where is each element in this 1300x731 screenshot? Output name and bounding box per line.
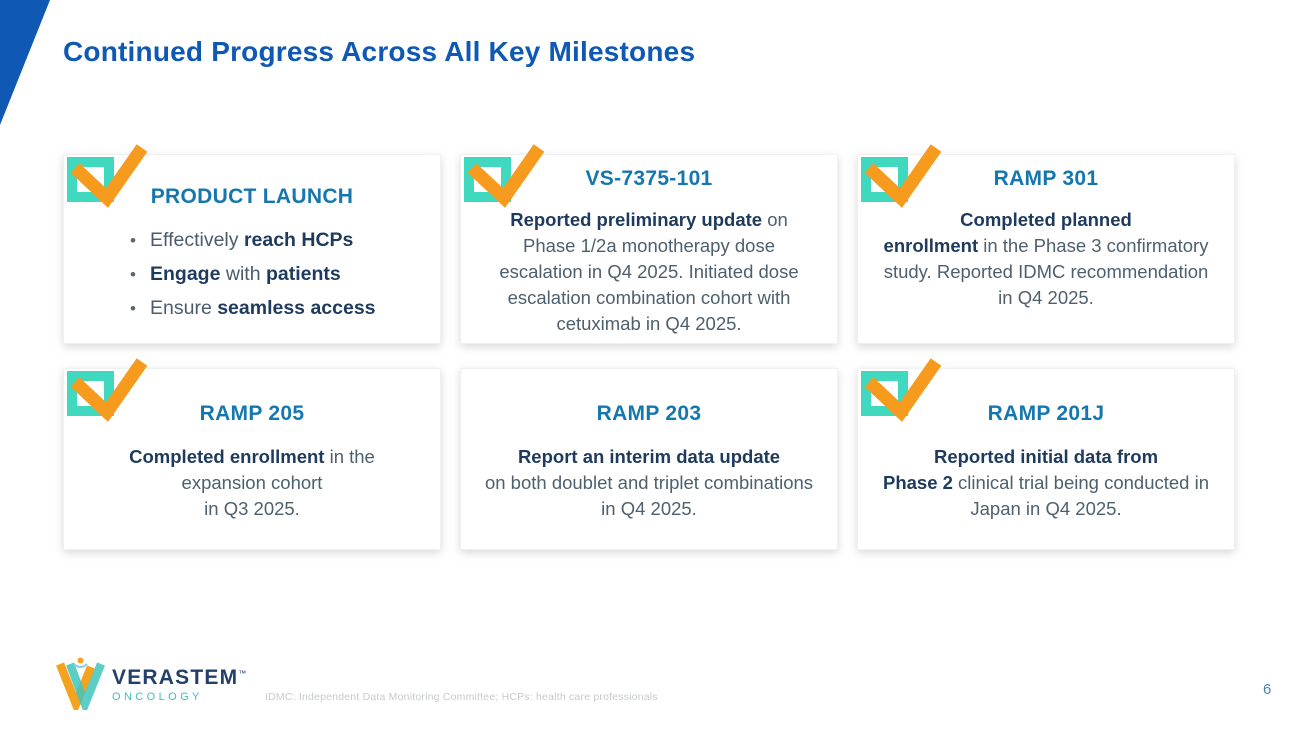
card-title: RAMP 301 [993, 167, 1099, 190]
footnote-abbreviations: IDMC: Independent Data Monitoring Committee; HCPs: health care professionals [265, 691, 658, 703]
orange-check-icon [864, 357, 942, 417]
card-body [461, 207, 837, 337]
milestone-card-ramp-205 [63, 368, 441, 550]
body-text-bold: enrollment [883, 235, 979, 256]
orange-check-icon [70, 357, 148, 417]
card-body [858, 207, 1234, 311]
card-title: RAMP 201J [987, 402, 1105, 425]
bullet-item [130, 263, 440, 285]
milestones-grid [63, 154, 1235, 550]
card-body [64, 444, 440, 522]
milestone-card-ramp-201j [857, 368, 1235, 550]
card-title: RAMP 205 [199, 402, 305, 425]
milestone-card-ramp-301 [857, 154, 1235, 344]
card-title: VS-7375-101 [585, 167, 713, 190]
body-text-bold: Reported initial data from [933, 446, 1159, 467]
verastem-oncology-logo [55, 656, 247, 710]
body-text-bold: Completed enrollment [129, 446, 325, 467]
card-body [461, 444, 837, 522]
card-body [858, 444, 1234, 522]
logo-brand-word: VERASTEM [112, 666, 239, 689]
bullet-text-bold: seamless access [217, 297, 376, 319]
body-text: clinical trial being conducted in Japan in Q4 2025. [952, 472, 1209, 519]
milestone-card-ramp-203 [460, 368, 838, 550]
body-text: on both doublet and triplet combinations in Q4 2025. [484, 472, 814, 519]
trademark-symbol: ™ [238, 669, 248, 678]
body-text: in Q3 2025. [204, 498, 300, 519]
bullet-text-bold: Engage [150, 263, 221, 285]
logo-text [112, 664, 247, 703]
body-text: in the expansion cohort [181, 446, 375, 493]
slide-title: Continued Progress Across All Key Milestones [63, 36, 696, 67]
body-text-bold: Report an interim data update [517, 446, 781, 467]
orange-check-icon [467, 143, 545, 203]
body-text-bold: Phase 2 [882, 472, 953, 493]
bullet-text: Ensure [150, 297, 218, 319]
logo-brand-name [112, 664, 247, 688]
verastem-v-logo-icon [55, 656, 105, 710]
milestone-card-vs-7375-101 [460, 154, 838, 344]
body-text-bold: Reported preliminary update [510, 209, 763, 230]
page-number: 6 [1263, 681, 1272, 698]
corner-accent-shape [0, 0, 50, 125]
milestone-card-product-launch [63, 154, 441, 344]
logo-division-name: ONCOLOGY [112, 691, 203, 703]
card-title: RAMP 203 [596, 402, 702, 425]
bullet-text: with [220, 263, 266, 285]
bullet-list [130, 229, 440, 319]
orange-check-icon [864, 143, 942, 203]
bullet-text-bold: patients [265, 263, 341, 285]
body-text-bold: Completed planned [960, 209, 1132, 230]
body-text: in the Phase 3 confirmatory study. Reported IDMC recommendation in Q4 2025. [883, 235, 1209, 308]
bullet-item [130, 229, 440, 251]
bullet-text: Effectively [150, 229, 244, 251]
bullet-text-bold: reach HCPs [243, 229, 354, 251]
card-title: PRODUCT LAUNCH [150, 185, 354, 208]
bullet-item [130, 297, 440, 319]
orange-check-icon [70, 143, 148, 203]
body-text: on Phase 1/2a monotherapy dose escalation in Q4 2025. Initiated dose escalation combination cohort with cetuximab in Q4 2025. [499, 209, 799, 334]
